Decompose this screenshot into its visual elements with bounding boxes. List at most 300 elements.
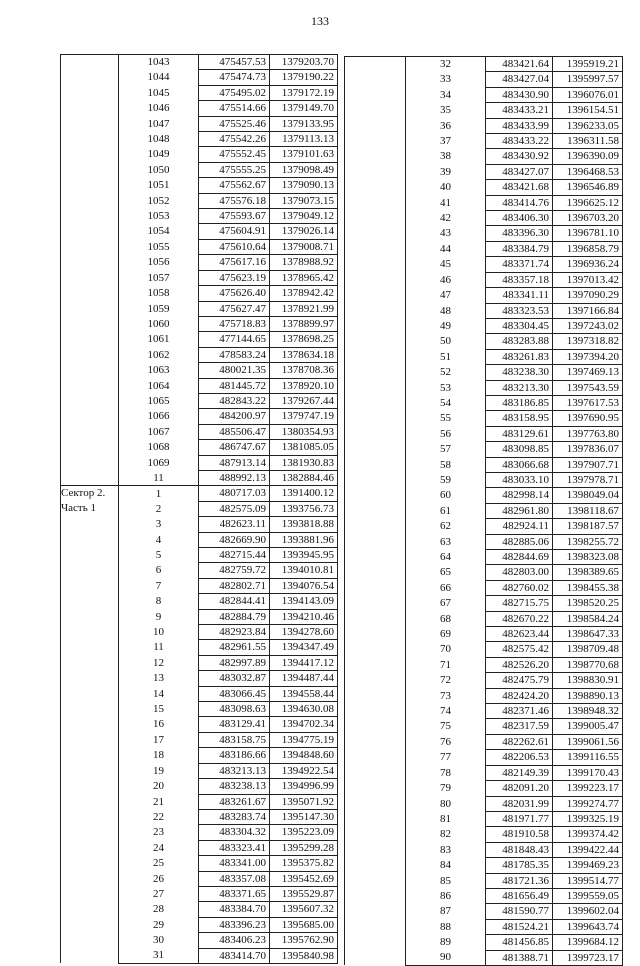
x-coordinate: 475495.02: [199, 85, 270, 100]
point-number: 2: [119, 501, 199, 516]
point-number: 1054: [119, 224, 199, 239]
x-coordinate: 483186.85: [486, 395, 553, 410]
x-coordinate: 475525.46: [199, 116, 270, 131]
x-coordinate: 482844.69: [486, 550, 553, 565]
point-number: 1049: [119, 147, 199, 162]
y-coordinate: 1394922.54: [270, 763, 338, 778]
y-coordinate: 1399223.17: [553, 781, 623, 796]
y-coordinate: 1379113.13: [270, 132, 338, 147]
point-number: 75: [406, 719, 486, 734]
x-coordinate: 475555.25: [199, 162, 270, 177]
x-coordinate: 482371.46: [486, 704, 553, 719]
point-number: 1057: [119, 270, 199, 285]
point-number: 35: [406, 103, 486, 118]
x-coordinate: 483406.23: [199, 933, 270, 948]
y-coordinate: 1397978.71: [553, 472, 623, 487]
point-number: 55: [406, 411, 486, 426]
x-coordinate: 481721.36: [486, 873, 553, 888]
point-number: 72: [406, 673, 486, 688]
y-coordinate: 1396936.24: [553, 257, 623, 272]
point-number: 80: [406, 796, 486, 811]
point-number: 44: [406, 241, 486, 256]
x-coordinate: 482998.14: [486, 488, 553, 503]
sector-label: Сектор 2.: [61, 487, 106, 500]
x-coordinate: 483158.75: [199, 732, 270, 747]
x-coordinate: 482760.02: [486, 580, 553, 595]
x-coordinate: 482715.75: [486, 596, 553, 611]
point-number: 42: [406, 211, 486, 226]
point-number: 81: [406, 811, 486, 826]
x-coordinate: 483213.13: [199, 763, 270, 778]
y-coordinate: 1395529.87: [270, 886, 338, 901]
point-number: 1059: [119, 301, 199, 316]
point-number: 46: [406, 272, 486, 287]
x-coordinate: 481456.85: [486, 935, 553, 950]
point-number: 62: [406, 519, 486, 534]
point-number: 20: [119, 779, 199, 794]
point-number: 1051: [119, 178, 199, 193]
y-coordinate: 1397243.02: [553, 318, 623, 333]
y-coordinate: 1398118.67: [553, 503, 623, 518]
x-coordinate: 483066.45: [199, 686, 270, 701]
x-coordinate: 482961.80: [486, 503, 553, 518]
y-coordinate: 1382884.46: [270, 470, 338, 485]
y-coordinate: 1397469.13: [553, 365, 623, 380]
point-number: 63: [406, 534, 486, 549]
y-coordinate: 1397013.42: [553, 272, 623, 287]
point-number: 53: [406, 380, 486, 395]
point-number: 12: [119, 655, 199, 670]
y-coordinate: 1378921.99: [270, 301, 338, 316]
point-number: 9: [119, 609, 199, 624]
y-coordinate: 1378698.25: [270, 332, 338, 347]
point-number: 10: [119, 625, 199, 640]
y-coordinate: 1378988.92: [270, 255, 338, 270]
x-coordinate: 475610.64: [199, 239, 270, 254]
x-coordinate: 475562.67: [199, 178, 270, 193]
point-number: 3: [119, 517, 199, 532]
y-coordinate: 1381930.83: [270, 455, 338, 470]
y-coordinate: 1394487.44: [270, 671, 338, 686]
y-coordinate: 1396703.20: [553, 211, 623, 226]
y-coordinate: 1399274.77: [553, 796, 623, 811]
point-number: 39: [406, 164, 486, 179]
point-number: 90: [406, 950, 486, 965]
x-coordinate: 482802.71: [199, 578, 270, 593]
x-coordinate: 483421.64: [486, 57, 553, 72]
y-coordinate: 1398647.33: [553, 627, 623, 642]
x-coordinate: 478583.24: [199, 347, 270, 362]
x-coordinate: 481971.77: [486, 811, 553, 826]
y-coordinate: 1380354.93: [270, 424, 338, 439]
x-coordinate: 482670.22: [486, 611, 553, 626]
point-number: 23: [119, 825, 199, 840]
point-number: 69: [406, 627, 486, 642]
y-coordinate: 1399514.77: [553, 873, 623, 888]
x-coordinate: 481590.77: [486, 904, 553, 919]
point-number: 61: [406, 503, 486, 518]
y-coordinate: 1395223.09: [270, 825, 338, 840]
y-coordinate: 1398389.65: [553, 565, 623, 580]
y-coordinate: 1395919.21: [553, 57, 623, 72]
y-coordinate: 1397617.53: [553, 395, 623, 410]
y-coordinate: 1379090.13: [270, 178, 338, 193]
point-number: 49: [406, 318, 486, 333]
y-coordinate: 1398049.04: [553, 488, 623, 503]
point-number: 17: [119, 732, 199, 747]
point-number: 1047: [119, 116, 199, 131]
x-coordinate: 475474.73: [199, 70, 270, 85]
x-coordinate: 483414.70: [199, 948, 270, 963]
point-number: 1050: [119, 162, 199, 177]
point-number: 1068: [119, 440, 199, 455]
y-coordinate: 1396546.89: [553, 180, 623, 195]
y-coordinate: 1395685.00: [270, 917, 338, 932]
x-coordinate: 482923.84: [199, 625, 270, 640]
point-number: 8: [119, 594, 199, 609]
point-number: 32: [406, 57, 486, 72]
point-number: 43: [406, 226, 486, 241]
y-coordinate: 1394210.46: [270, 609, 338, 624]
x-coordinate: 481524.21: [486, 919, 553, 934]
x-coordinate: 483414.76: [486, 195, 553, 210]
x-coordinate: 482526.20: [486, 657, 553, 672]
y-coordinate: 1394010.81: [270, 563, 338, 578]
page-number: 133: [311, 14, 329, 28]
y-coordinate: 1396390.09: [553, 149, 623, 164]
x-coordinate: 483371.65: [199, 886, 270, 901]
y-coordinate: 1378920.10: [270, 378, 338, 393]
x-coordinate: 483371.74: [486, 257, 553, 272]
y-coordinate: 1398187.57: [553, 519, 623, 534]
y-coordinate: 1378965.42: [270, 270, 338, 285]
y-coordinate: 1394143.09: [270, 594, 338, 609]
x-coordinate: 481910.58: [486, 827, 553, 842]
y-coordinate: 1393881.96: [270, 532, 338, 547]
y-coordinate: 1399116.55: [553, 750, 623, 765]
x-coordinate: 487913.14: [199, 455, 270, 470]
y-coordinate: 1395840.98: [270, 948, 338, 963]
y-coordinate: 1395762.90: [270, 933, 338, 948]
point-number: 51: [406, 349, 486, 364]
x-coordinate: 481445.72: [199, 378, 270, 393]
x-coordinate: 483283.88: [486, 334, 553, 349]
x-coordinate: 483421.68: [486, 180, 553, 195]
point-number: 59: [406, 472, 486, 487]
point-number: 52: [406, 365, 486, 380]
point-number: 11: [119, 470, 199, 485]
x-coordinate: 483261.83: [486, 349, 553, 364]
point-number: 11: [119, 640, 199, 655]
y-coordinate: 1395375.82: [270, 856, 338, 871]
y-coordinate: 1379190.22: [270, 70, 338, 85]
point-number: 38: [406, 149, 486, 164]
point-number: 56: [406, 426, 486, 441]
x-coordinate: 483033.10: [486, 472, 553, 487]
y-coordinate: 1379203.70: [270, 55, 338, 70]
x-coordinate: 482669.90: [199, 532, 270, 547]
y-coordinate: 1398455.38: [553, 580, 623, 595]
y-coordinate: 1381085.05: [270, 440, 338, 455]
x-coordinate: 483098.63: [199, 702, 270, 717]
point-number: 19: [119, 763, 199, 778]
point-number: 82: [406, 827, 486, 842]
x-coordinate: 482091.20: [486, 781, 553, 796]
point-number: 1066: [119, 409, 199, 424]
point-number: 68: [406, 611, 486, 626]
x-coordinate: 482997.89: [199, 655, 270, 670]
x-coordinate: 475552.45: [199, 147, 270, 162]
y-coordinate: 1398584.24: [553, 611, 623, 626]
y-coordinate: 1396625.12: [553, 195, 623, 210]
y-coordinate: 1394347.49: [270, 640, 338, 655]
point-number: 14: [119, 686, 199, 701]
y-coordinate: 1399061.56: [553, 734, 623, 749]
point-number: 1069: [119, 455, 199, 470]
x-coordinate: 483098.85: [486, 442, 553, 457]
point-number: 86: [406, 888, 486, 903]
x-coordinate: 482575.42: [486, 642, 553, 657]
y-coordinate: 1396154.51: [553, 103, 623, 118]
x-coordinate: 482149.39: [486, 765, 553, 780]
point-number: 15: [119, 702, 199, 717]
y-coordinate: 1394076.54: [270, 578, 338, 593]
x-coordinate: 484200.97: [199, 409, 270, 424]
y-coordinate: 1396311.58: [553, 134, 623, 149]
x-coordinate: 482623.11: [199, 517, 270, 532]
x-coordinate: 483357.08: [199, 871, 270, 886]
x-coordinate: 475457.53: [199, 55, 270, 70]
y-coordinate: 1398890.13: [553, 688, 623, 703]
y-coordinate: 1394278.60: [270, 625, 338, 640]
y-coordinate: 1378942.42: [270, 286, 338, 301]
y-coordinate: 1394996.99: [270, 779, 338, 794]
point-number: 1052: [119, 193, 199, 208]
y-coordinate: 1379267.44: [270, 393, 338, 408]
x-coordinate: 483430.90: [486, 87, 553, 102]
x-coordinate: 483066.68: [486, 457, 553, 472]
x-coordinate: 475617.16: [199, 255, 270, 270]
x-coordinate: 483323.41: [199, 840, 270, 855]
point-number: 76: [406, 734, 486, 749]
x-coordinate: 483396.30: [486, 226, 553, 241]
table-row: [61, 55, 338, 70]
point-number: 27: [119, 886, 199, 901]
y-coordinate: 1399469.23: [553, 858, 623, 873]
x-coordinate: 482924.11: [486, 519, 553, 534]
x-coordinate: 475576.18: [199, 193, 270, 208]
x-coordinate: 483129.41: [199, 717, 270, 732]
y-coordinate: 1379149.70: [270, 101, 338, 116]
y-coordinate: 1395452.69: [270, 871, 338, 886]
point-number: 83: [406, 842, 486, 857]
y-coordinate: 1379747.19: [270, 409, 338, 424]
y-coordinate: 1397318.82: [553, 334, 623, 349]
x-coordinate: 475623.19: [199, 270, 270, 285]
x-coordinate: 477144.65: [199, 332, 270, 347]
point-number: 5: [119, 548, 199, 563]
x-coordinate: 483427.07: [486, 164, 553, 179]
point-number: 28: [119, 902, 199, 917]
sector-part-label: Часть 1: [61, 501, 96, 514]
point-number: 13: [119, 671, 199, 686]
x-coordinate: 475514.66: [199, 101, 270, 116]
point-number: 1064: [119, 378, 199, 393]
sector-cell: [345, 57, 406, 966]
y-coordinate: 1395997.57: [553, 72, 623, 87]
y-coordinate: 1398770.68: [553, 657, 623, 672]
point-number: 1055: [119, 239, 199, 254]
y-coordinate: 1399602.04: [553, 904, 623, 919]
y-coordinate: 1379133.95: [270, 116, 338, 131]
point-number: 1043: [119, 55, 199, 70]
y-coordinate: 1393818.88: [270, 517, 338, 532]
x-coordinate: 482961.55: [199, 640, 270, 655]
x-coordinate: 483158.95: [486, 411, 553, 426]
x-coordinate: 483186.66: [199, 748, 270, 763]
point-number: 45: [406, 257, 486, 272]
y-coordinate: 1395071.92: [270, 794, 338, 809]
point-number: 57: [406, 442, 486, 457]
point-number: 67: [406, 596, 486, 611]
y-coordinate: 1378899.97: [270, 316, 338, 331]
x-coordinate: 482715.44: [199, 548, 270, 563]
point-number: 84: [406, 858, 486, 873]
point-number: 77: [406, 750, 486, 765]
y-coordinate: 1393945.95: [270, 548, 338, 563]
x-coordinate: 482262.61: [486, 734, 553, 749]
point-number: 74: [406, 704, 486, 719]
y-coordinate: 1396858.79: [553, 241, 623, 256]
y-coordinate: 1396233.05: [553, 118, 623, 133]
point-number: 1067: [119, 424, 199, 439]
point-number: 37: [406, 134, 486, 149]
x-coordinate: 483433.21: [486, 103, 553, 118]
x-coordinate: 482885.06: [486, 534, 553, 549]
x-coordinate: 482575.09: [199, 501, 270, 516]
x-coordinate: 482884.79: [199, 609, 270, 624]
y-coordinate: 1393756.73: [270, 501, 338, 516]
y-coordinate: 1379101.63: [270, 147, 338, 162]
x-coordinate: 482206.53: [486, 750, 553, 765]
point-number: 25: [119, 856, 199, 871]
point-number: 1062: [119, 347, 199, 362]
point-number: 88: [406, 919, 486, 934]
x-coordinate: 483304.32: [199, 825, 270, 840]
y-coordinate: 1395607.32: [270, 902, 338, 917]
point-number: 41: [406, 195, 486, 210]
point-number: 30: [119, 933, 199, 948]
point-number: 18: [119, 748, 199, 763]
x-coordinate: 482424.20: [486, 688, 553, 703]
y-coordinate: 1394417.12: [270, 655, 338, 670]
y-coordinate: 1399559.05: [553, 888, 623, 903]
point-number: 21: [119, 794, 199, 809]
y-coordinate: 1379172.19: [270, 85, 338, 100]
x-coordinate: 483323.53: [486, 303, 553, 318]
x-coordinate: 482843.22: [199, 393, 270, 408]
y-coordinate: 1399422.44: [553, 842, 623, 857]
y-coordinate: 1394630.08: [270, 702, 338, 717]
x-coordinate: 483406.30: [486, 211, 553, 226]
point-number: 50: [406, 334, 486, 349]
point-number: 47: [406, 288, 486, 303]
x-coordinate: 481848.43: [486, 842, 553, 857]
y-coordinate: 1398520.25: [553, 596, 623, 611]
x-coordinate: 482031.99: [486, 796, 553, 811]
y-coordinate: 1399005.47: [553, 719, 623, 734]
x-coordinate: 483213.30: [486, 380, 553, 395]
point-number: 48: [406, 303, 486, 318]
point-number: 36: [406, 118, 486, 133]
x-coordinate: 482475.79: [486, 673, 553, 688]
y-coordinate: 1394775.19: [270, 732, 338, 747]
y-coordinate: 1396076.01: [553, 87, 623, 102]
point-number: 1: [119, 486, 199, 501]
x-coordinate: 483357.18: [486, 272, 553, 287]
y-coordinate: 1397836.07: [553, 442, 623, 457]
sector-cell: [61, 55, 119, 486]
x-coordinate: 481656.49: [486, 888, 553, 903]
y-coordinate: 1399325.19: [553, 811, 623, 826]
y-coordinate: 1379098.49: [270, 162, 338, 177]
y-coordinate: 1397543.59: [553, 380, 623, 395]
point-number: 1060: [119, 316, 199, 331]
x-coordinate: 482759.72: [199, 563, 270, 578]
x-coordinate: 483341.11: [486, 288, 553, 303]
point-number: 1056: [119, 255, 199, 270]
y-coordinate: 1398948.32: [553, 704, 623, 719]
x-coordinate: 475542.26: [199, 132, 270, 147]
point-number: 1058: [119, 286, 199, 301]
y-coordinate: 1399684.12: [553, 935, 623, 950]
x-coordinate: 483433.99: [486, 118, 553, 133]
x-coordinate: 480717.03: [199, 486, 270, 501]
point-number: 6: [119, 563, 199, 578]
x-coordinate: 475627.47: [199, 301, 270, 316]
x-coordinate: 483433.22: [486, 134, 553, 149]
x-coordinate: 481785.35: [486, 858, 553, 873]
table-row: [345, 57, 623, 72]
sector-cell: [61, 486, 119, 964]
y-coordinate: 1399170.43: [553, 765, 623, 780]
point-number: 16: [119, 717, 199, 732]
point-number: 66: [406, 580, 486, 595]
x-coordinate: 481388.71: [486, 950, 553, 965]
y-coordinate: 1395299.28: [270, 840, 338, 855]
x-coordinate: 483129.61: [486, 426, 553, 441]
point-number: 40: [406, 180, 486, 195]
y-coordinate: 1379049.12: [270, 209, 338, 224]
y-coordinate: 1397690.95: [553, 411, 623, 426]
x-coordinate: 486747.67: [199, 440, 270, 455]
point-number: 79: [406, 781, 486, 796]
point-number: 1053: [119, 209, 199, 224]
y-coordinate: 1395147.30: [270, 809, 338, 824]
y-coordinate: 1396781.10: [553, 226, 623, 241]
y-coordinate: 1398709.48: [553, 642, 623, 657]
point-number: 22: [119, 809, 199, 824]
point-number: 1048: [119, 132, 199, 147]
point-number: 73: [406, 688, 486, 703]
y-coordinate: 1391400.12: [270, 486, 338, 501]
right-coordinates-table: [344, 56, 623, 966]
y-coordinate: 1397394.20: [553, 349, 623, 364]
x-coordinate: 483261.67: [199, 794, 270, 809]
point-number: 24: [119, 840, 199, 855]
point-number: 71: [406, 657, 486, 672]
x-coordinate: 482803.00: [486, 565, 553, 580]
